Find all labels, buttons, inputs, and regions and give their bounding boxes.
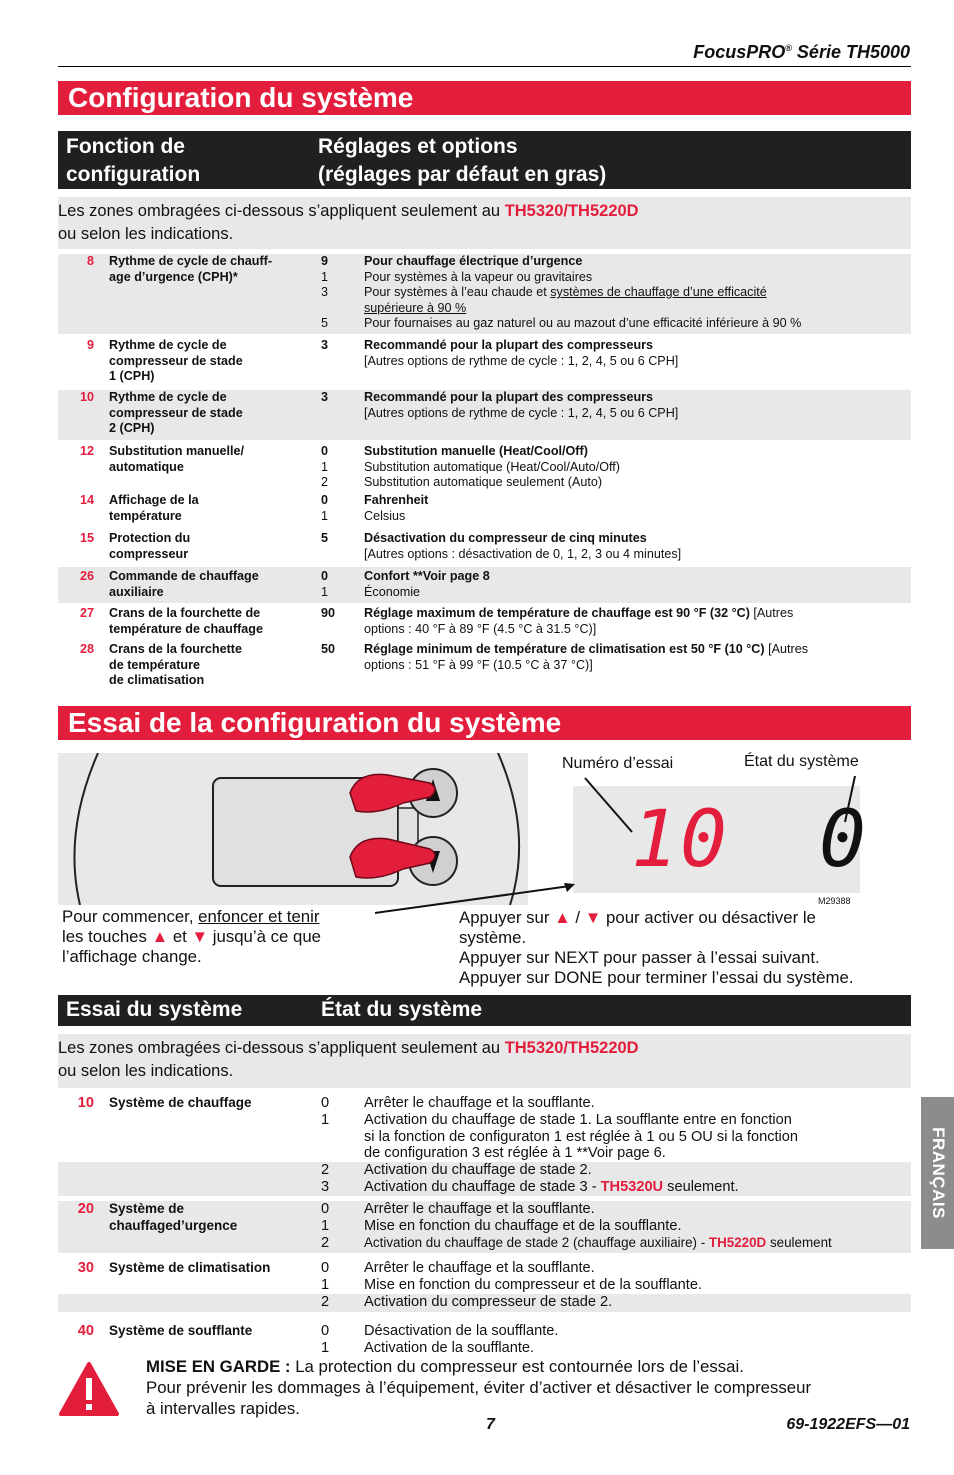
left-caption: Pour commencer, enfoncer et tenir les touches ▲ et ▼ jusqu’à ce que l’affichage change. bbox=[62, 907, 321, 966]
column-header-test: Essai du système bbox=[66, 998, 243, 1021]
shaded-zones-note: Les zones ombragées ci-dessous s’appliquent seulement au TH5320/TH5220D ou selon les indications. bbox=[58, 197, 911, 249]
column-header-state: État du système bbox=[321, 998, 483, 1021]
column-header-function: Fonction de configuration bbox=[66, 135, 201, 186]
up-arrow-icon: ▲ bbox=[554, 908, 571, 927]
function-name: Affichage de la température bbox=[109, 493, 199, 523]
shaded-zones-note-2: Les zones ombragées ci-dessous s’appliquent seulement au TH5320/TH5220D ou selon les indications. bbox=[58, 1034, 911, 1088]
warning-icon bbox=[58, 1360, 120, 1418]
series-name: Série TH5000 bbox=[791, 42, 910, 62]
test-name: Système de climatisation bbox=[109, 1260, 271, 1275]
down-arrow-icon: ▼ bbox=[584, 908, 602, 927]
test-number: 20 bbox=[77, 1201, 94, 1217]
option-descriptions: Recommandé pour la plupart des compresseurs [Autres options de rythme de cycle : 1, 2, 4, 5 ou 6 CPH] bbox=[364, 390, 679, 420]
option-codes: 0 1 bbox=[321, 493, 329, 523]
option-code: 50 bbox=[321, 642, 336, 656]
function-number: 12 bbox=[79, 444, 94, 458]
model-name: TH5320/TH5220D bbox=[504, 202, 639, 220]
table-row bbox=[58, 606, 911, 640]
option-code: 5 bbox=[321, 531, 329, 545]
test-name: Système de chauffage bbox=[109, 1095, 252, 1110]
option-descriptions: Confort **Voir page 8 Économie bbox=[364, 569, 490, 599]
table-row bbox=[58, 1095, 911, 1161]
function-number: 14 bbox=[79, 493, 94, 507]
state-descriptions: Arrêter le chauffage et la soufflante. Activation du chauffage de stade 1. La soufflante entre en fonction si la fonction de configuraton 1 est réglée à 1 ou 5 OU si la fonction de configuration 3 est réglée à 1 **Voir page 6. bbox=[364, 1095, 799, 1162]
state-code: 2 bbox=[321, 1294, 330, 1310]
state-codes: 0 1 bbox=[321, 1323, 330, 1356]
option-codes: 0 1 bbox=[321, 569, 329, 599]
table-row bbox=[58, 1201, 911, 1253]
up-arrow-icon: ▲ bbox=[151, 927, 169, 946]
option-codes: 9 1 3 5 bbox=[321, 254, 329, 331]
figure-code: M29388 bbox=[818, 896, 851, 906]
test-name: Système de soufflante bbox=[109, 1323, 253, 1338]
header-rule bbox=[58, 66, 911, 67]
option-descriptions: Substitution manuelle (Heat/Cool/Off) Substitution automatique (Heat/Cool/Auto/Off) Substitution automatique seulement (Auto) bbox=[364, 444, 620, 490]
section-title-test: Essai de la configuration du système bbox=[58, 706, 911, 740]
column-header-settings: Réglages et options (réglages par défaut en gras) bbox=[318, 135, 607, 186]
state-descriptions: Arrêter le chauffage et la soufflante. Mise en fonction du chauffage et de la soufflante. Activation du chauffage de stade 2 (chauffage auxiliaire) - TH5220D seulement bbox=[364, 1201, 832, 1250]
option-code: 3 bbox=[321, 338, 329, 352]
function-name: Crans de la fourchette de température de climatisation bbox=[109, 642, 242, 688]
option-code: 90 bbox=[321, 606, 336, 620]
table-row bbox=[58, 1294, 911, 1312]
table-row bbox=[58, 1323, 911, 1357]
test-number: 10 bbox=[77, 1095, 94, 1111]
option-codes: 0 1 2 bbox=[321, 444, 329, 490]
function-number: 26 bbox=[79, 569, 94, 583]
option-descriptions: Réglage maximum de température de chauffage est 90 °F (32 °C) [Autres options : 40 °F à 89 °F (4.5 °C à 31.5 °C)] bbox=[364, 606, 794, 636]
function-name: Rythme de cycle de compresseur de stade 2 (CPH) bbox=[109, 390, 243, 436]
state-codes: 0 1 bbox=[321, 1260, 330, 1293]
test-name: Système de chauffaged’urgence bbox=[109, 1201, 238, 1233]
function-name: Protection du compresseur bbox=[109, 531, 191, 561]
function-name: Rythme de cycle de chauff- age d’urgence (CPH)* bbox=[109, 254, 273, 284]
state-descriptions: Arrêter le chauffage et la soufflante. Mise en fonction du compresseur et de la soufflante. bbox=[364, 1260, 703, 1293]
table-header-configuration bbox=[58, 131, 911, 189]
option-descriptions: Pour chauffage électrique d’urgence Pour systèmes à la vapeur ou gravitaires Pour systèmes à l’eau chaude et systèmes de chauffage d’une efficacité supérieure à 90 % Pour fournaises au gaz naturel ou au mazout d’une efficacité inférieure à 90 % bbox=[364, 254, 802, 331]
table-header-test bbox=[58, 995, 911, 1026]
function-name: Rythme de cycle de compresseur de stade 1 (CPH) bbox=[109, 338, 243, 384]
table-row bbox=[58, 390, 911, 440]
function-name: Commande de chauffage auxiliaire bbox=[109, 569, 259, 599]
caution-notice: MISE EN GARDE : La protection du compresseur est contournée lors de l’essai. Pour prévenir les dommages à l’équipement, éviter d’activer et désactiver le compresseur à intervalles rapides. bbox=[146, 1357, 812, 1418]
table-row bbox=[58, 444, 911, 492]
table-row bbox=[58, 254, 911, 334]
system-state-display: 0 bbox=[819, 795, 866, 885]
test-number: 40 bbox=[77, 1323, 94, 1339]
state-codes: 0 1 2 bbox=[321, 1201, 330, 1251]
section-title-configuration: Configuration du système bbox=[58, 81, 911, 115]
caution-label: MISE EN GARDE : bbox=[146, 1357, 291, 1376]
function-number: 15 bbox=[79, 531, 94, 545]
function-name: Substitution manuelle/ automatique bbox=[109, 444, 245, 474]
brand-name: FocusPRO bbox=[693, 42, 786, 62]
model-name: TH5320/TH5220D bbox=[504, 1039, 639, 1057]
function-number: 27 bbox=[79, 606, 94, 620]
option-descriptions: Recommandé pour la plupart des compresseurs [Autres options de rythme de cycle : 1, 2, 4, 5 ou 6 CPH] bbox=[364, 338, 679, 368]
table-row bbox=[58, 531, 911, 565]
table-row bbox=[58, 642, 911, 692]
function-number: 10 bbox=[79, 390, 94, 404]
option-descriptions: Fahrenheit Celsius bbox=[364, 493, 429, 523]
function-number: 28 bbox=[79, 642, 94, 656]
state-descriptions: Désactivation de la soufflante. Activation de la soufflante. bbox=[364, 1323, 559, 1356]
table-row bbox=[58, 338, 911, 388]
table-row bbox=[58, 1162, 911, 1196]
option-descriptions: Désactivation du compresseur de cinq minutes [Autres options : désactivation de 0, 1, 2, 3 ou 4 minutes] bbox=[364, 531, 682, 561]
down-arrow-icon: ▼ bbox=[191, 927, 209, 946]
state-codes: 2 3 bbox=[321, 1162, 330, 1195]
page-number: 7 bbox=[486, 1416, 495, 1433]
document-number: 69-1922EFS—01 bbox=[786, 1416, 910, 1433]
test-number-label: Numéro d’essai bbox=[562, 755, 674, 772]
table-row bbox=[58, 567, 911, 603]
state-codes: 0 1 bbox=[321, 1095, 330, 1128]
function-name: Crans de la fourchette de température de chauffage bbox=[109, 606, 263, 636]
right-caption: Appuyer sur ▲ / ▼ pour activer ou désactiver le système. Appuyer sur NEXT pour passer à l’essai suivant. Appuyer sur DONE pour terminer l’essai du système. bbox=[459, 908, 854, 987]
test-number: 30 bbox=[77, 1260, 94, 1276]
option-code: 3 bbox=[321, 390, 329, 404]
state-descriptions: Activation du chauffage de stade 2. Activation du chauffage de stade 3 - TH5320U seulement. bbox=[364, 1162, 739, 1195]
test-number-display: 10 bbox=[631, 795, 729, 885]
state-description: Activation du compresseur de stade 2. bbox=[364, 1294, 613, 1310]
table-row bbox=[58, 493, 911, 527]
function-number: 8 bbox=[86, 254, 94, 268]
document-header bbox=[693, 42, 910, 63]
table-row bbox=[58, 1260, 911, 1294]
registered-mark: ® bbox=[785, 43, 792, 53]
language-tab: FRANÇAIS bbox=[921, 1097, 954, 1249]
system-state-label: État du système bbox=[744, 753, 859, 770]
function-number: 9 bbox=[86, 338, 94, 352]
callout-lines bbox=[560, 770, 880, 850]
option-descriptions: Réglage minimum de température de climatisation est 50 °F (10 °C) [Autres options : 51 °F à 99 °F (10.5 °C à 37 °C)] bbox=[364, 642, 808, 672]
